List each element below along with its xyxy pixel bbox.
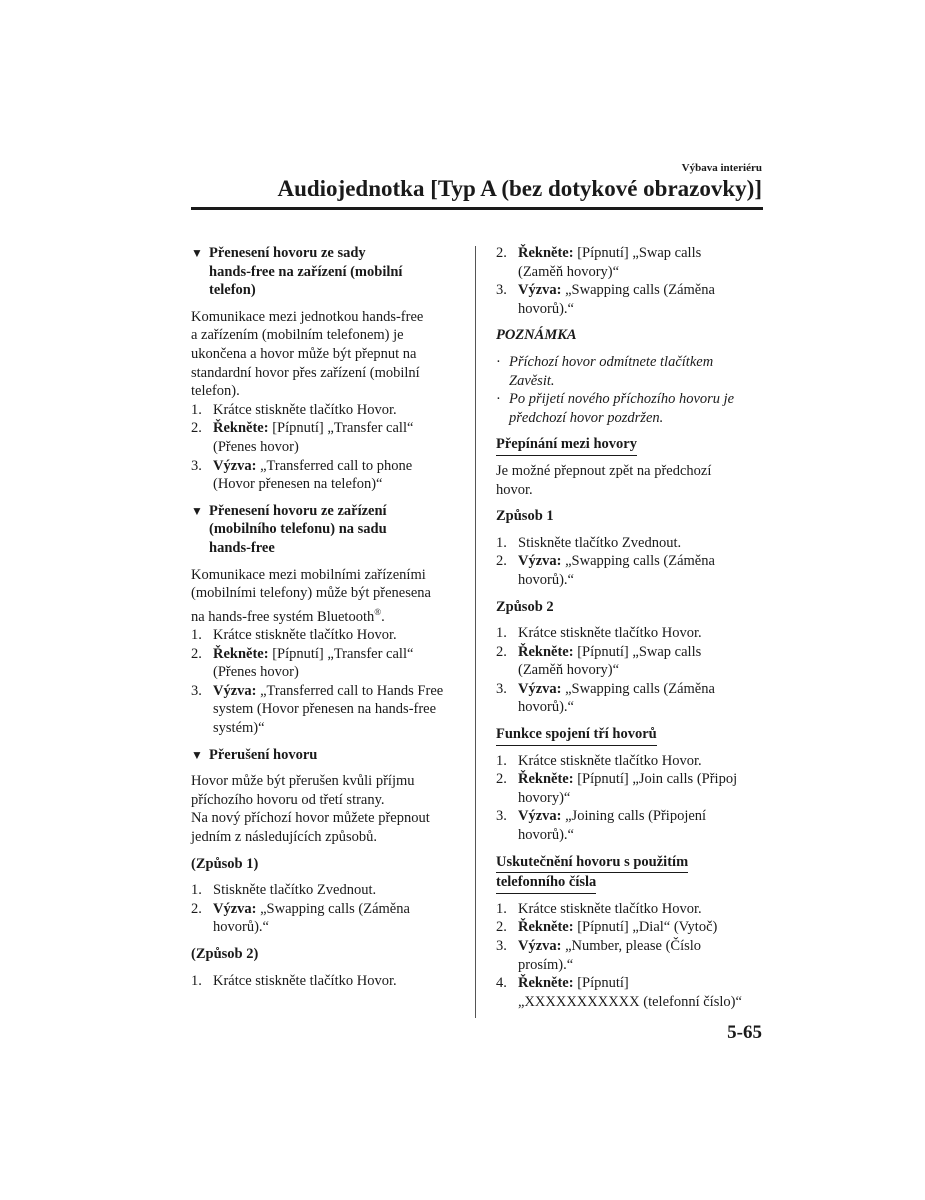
note-title: POZNÁMKA [496, 327, 577, 344]
list-item: 1. Krátce stiskněte tlačítko Hovor. [191, 401, 397, 418]
subsection-heading: Funkce spojení tří hovorů [496, 725, 657, 746]
section-heading: ▼ Přerušení hovoru [191, 746, 318, 763]
list-item: 2. Výzva: „Swapping calls (Záměna hovorů).“ [496, 553, 715, 588]
triangle-down-icon: ▼ [191, 747, 203, 762]
page-title: Audiojednotka [Typ A (bez dotykové obrazovky)] [277, 176, 762, 201]
paragraph: Je možné přepnout zpět na předchozí hovor. [496, 462, 712, 498]
subheading: (Způsob 2) [191, 946, 259, 963]
list-item: 2. Řekněte: [Pípnutí] „Dial“ (Vytoč) [496, 919, 718, 936]
note-item: · Příchozí hovor odmítnete tlačítkem Zavěsit. [496, 353, 714, 389]
section-heading: ▼ Přenesení hovoru ze sady hands-free na zařízení (mobilní telefon) [191, 245, 403, 299]
list-item: 1. Krátce stiskněte tlačítko Hovor. [191, 972, 397, 989]
subheading: (Způsob 1) [191, 855, 259, 872]
subheading: Způsob 2 [496, 598, 554, 615]
column-divider [475, 246, 476, 1018]
list-item: 2. Řekněte: [Pípnutí] „Swap calls (Zaměň hovory)“ [496, 643, 702, 679]
section-label: Výbava interiéru [681, 162, 762, 174]
list-item: 2. Řekněte: [Pípnutí] „Join calls (Připoj hovory)“ [496, 771, 738, 806]
list-item: 3. Výzva: „Transferred call to Hands Free system (Hovor přenesen na hands-free systém)“ [191, 682, 444, 737]
paragraph: Hovor může být přerušen kvůli příjmu příchozího hovoru od třetí strany. Na nový příchozí hovor můžete přepnout jedním z následujících způsobů. [191, 773, 430, 846]
list-item: 1. Krátce stiskněte tlačítko Hovor. [191, 627, 397, 644]
list-item: 2. Řekněte: [Pípnutí] „Swap calls (Zaměň hovory)“ [496, 245, 702, 280]
subsection-heading: Přepínání mezi hovory [496, 435, 637, 456]
subsection-heading: Uskutečnění hovoru s použitím telefonního čísla [496, 853, 764, 894]
title-rule [191, 207, 763, 210]
paragraph: Komunikace mezi mobilními zařízeními (mobilními telefony) může být přenesena na hands-free systém Bluetooth®. [191, 566, 431, 625]
list-item: 1. Krátce stiskněte tlačítko Hovor. [496, 900, 702, 917]
list-item: 1. Stiskněte tlačítko Zvednout. [496, 534, 682, 551]
section-heading: ▼ Přenesení hovoru ze zařízení (mobilního telefonu) na sadu hands-free [191, 502, 387, 556]
note-item: · Po přijetí nového příchozího hovoru je předchozí hovor pozdržen. [496, 391, 735, 426]
list-item: 3. Výzva: „Transferred call to phone (Hovor přenesen na telefon)“ [191, 457, 413, 493]
subheading: Způsob 1 [496, 508, 554, 525]
page-number: 5-65 [727, 1022, 762, 1043]
right-column [496, 244, 764, 1011]
list-item: 1. Krátce stiskněte tlačítko Hovor. [496, 752, 702, 769]
paragraph: Komunikace mezi jednotkou hands-free a zařízením (mobilním telefonem) je ukončena a hovor může být přepnut na standardní hovor přes zařízení (mobilní telefon). [191, 308, 424, 400]
list-item: 1. Krátce stiskněte tlačítko Hovor. [496, 625, 702, 642]
triangle-down-icon: ▼ [191, 503, 203, 518]
list-item: 3. Výzva: „Swapping calls (Záměna hovorů).“ [496, 282, 715, 317]
list-item: 1. Stiskněte tlačítko Zvednout. [191, 882, 377, 899]
list-item: 3. Výzva: „Swapping calls (Záměna hovorů).“ [496, 680, 715, 716]
list-item: 3. Výzva: „Number, please (Číslo prosím).“ [496, 938, 702, 973]
left-column [191, 244, 459, 990]
list-item: 3. Výzva: „Joining calls (Připojení hovorů).“ [496, 808, 707, 844]
triangle-down-icon: ▼ [191, 246, 203, 260]
list-item: 4. Řekněte: [Pípnutí] „XXXXXXXXXXX (telefonní číslo)“ [496, 975, 742, 1010]
list-item: 2. Výzva: „Swapping calls (Záměna hovorů).“ [191, 900, 410, 936]
list-item: 2. Řekněte: [Pípnutí] „Transfer call“ (Přenes hovor) [191, 420, 414, 455]
list-item: 2. Řekněte: [Pípnutí] „Transfer call“ (Přenes hovor) [191, 645, 414, 681]
